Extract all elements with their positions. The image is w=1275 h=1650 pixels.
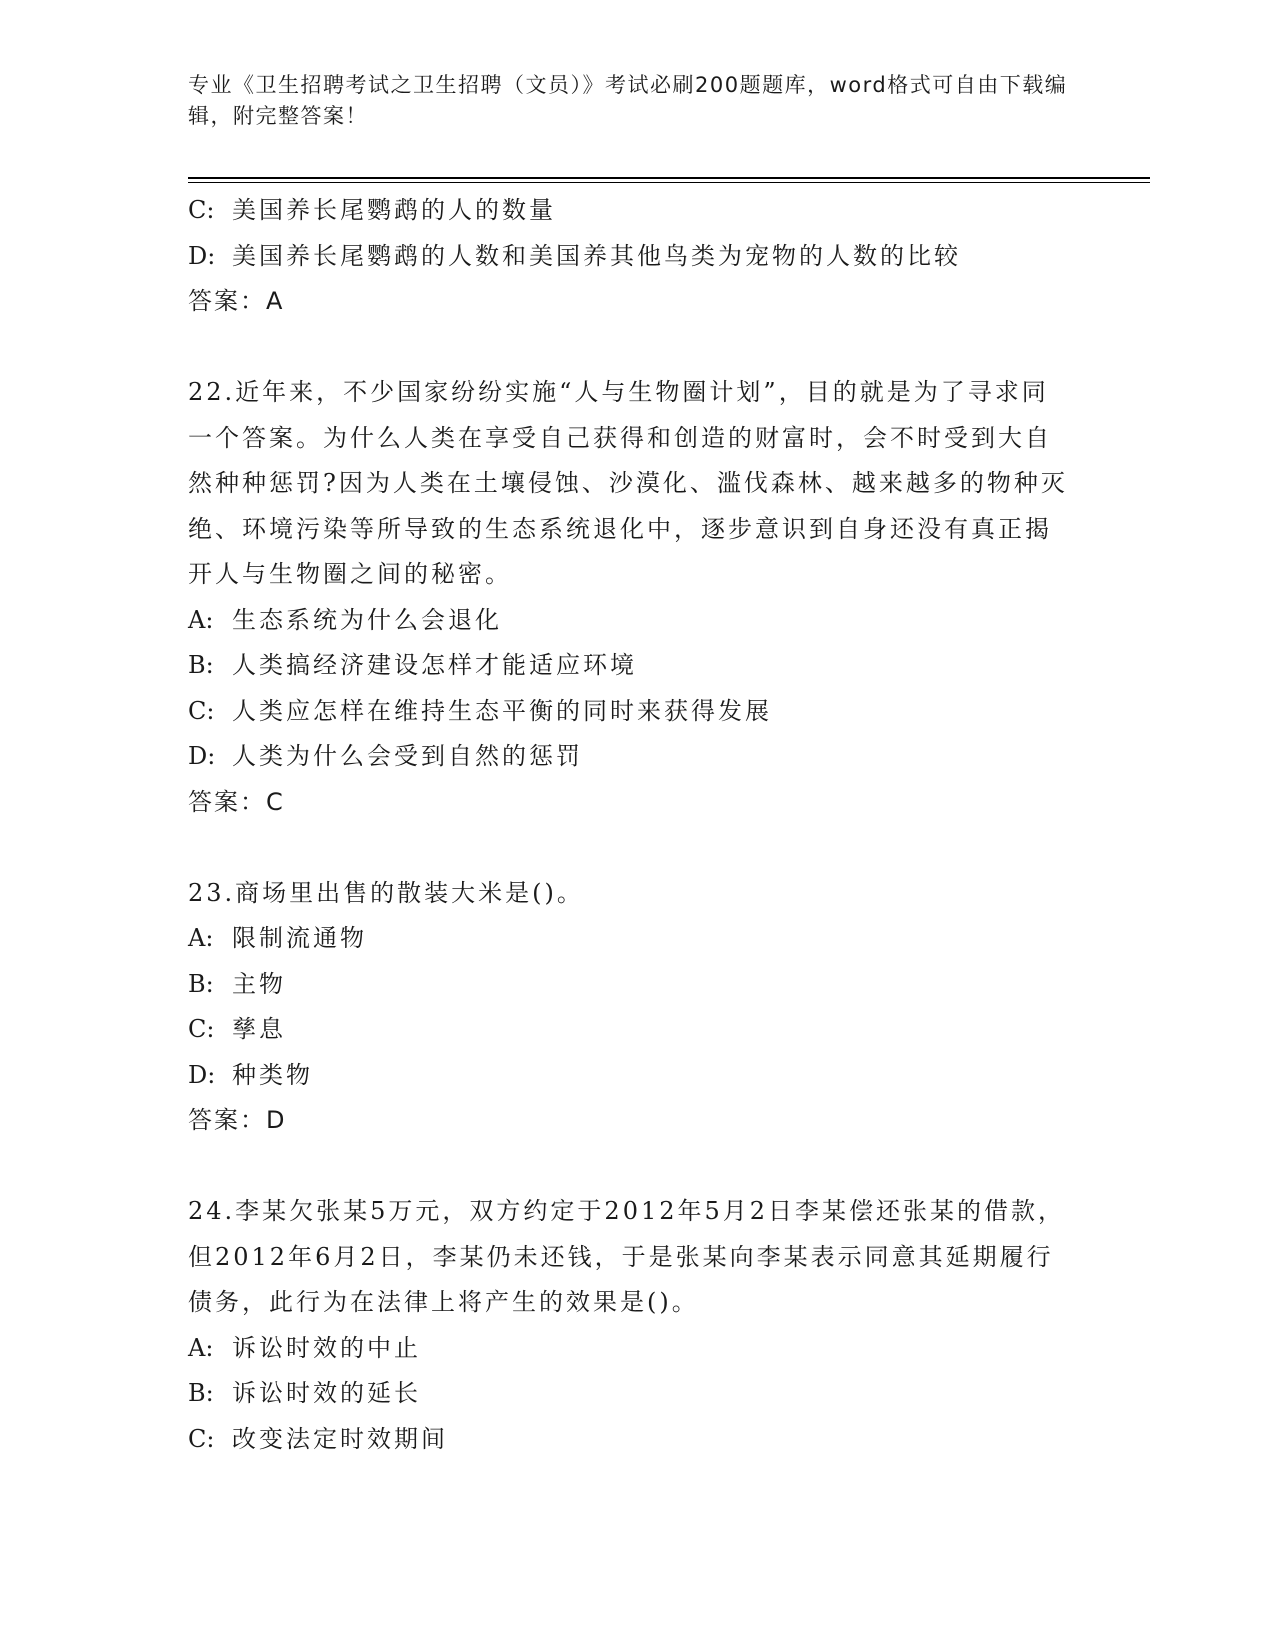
answer-line: 答案：C [188,787,285,816]
answer-line: 答案：A [188,287,285,315]
option-line [188,689,1068,735]
option-line [188,234,1068,280]
option-label: B: [188,651,214,679]
option-line [188,1053,1068,1099]
option-text: 生态系统为什么会退化 [232,605,502,634]
option-line [188,1326,1068,1372]
header-rule-thin [188,182,1150,183]
option-text: 诉讼时效的中止 [232,1333,421,1362]
option-label: A: [188,924,214,952]
option-text: 改变法定时效期间 [232,1424,448,1453]
option-text: 美国养长尾鹦鹉的人的数量 [232,196,556,224]
option-text: 美国养长尾鹦鹉的人数和美国养其他鸟类为宠物的人数的比较 [232,241,961,270]
question-text: 24.李某欠张某5万元，双方约定于2012年5月2日李某偿还张某的借款，但2012年6月2日，李某仍未还钱，于是张某向李某表示同意其延期履行债务，此行为在法律上将产生的效果是()。 [188,1197,1066,1316]
option-line [188,962,1068,1008]
option-label: D: [188,1060,216,1089]
option-line [188,1371,1068,1417]
option-label: A: [188,605,214,634]
option-label: C: [188,1424,215,1453]
option-line [188,643,1068,689]
option-text: 诉讼时效的延长 [232,1379,421,1407]
option-line [188,188,1068,234]
option-line [188,598,1068,644]
header-rule-thick [188,177,1150,179]
option-line [188,916,1068,962]
option-text: 人类为什么会受到自然的惩罚 [232,742,583,770]
option-text: 主物 [232,969,286,998]
option-text: 种类物 [232,1060,313,1089]
option-line [188,734,1068,780]
option-label: A: [188,1333,214,1362]
option-label: B: [188,969,214,998]
option-text: 人类应怎样在维持生态平衡的同时来获得发展 [232,696,772,725]
option-line [188,1417,1068,1463]
option-label: C: [188,1015,215,1043]
question-text: 22.近年来，不少国家纷纷实施“人与生物圈计划”，目的就是为了寻求同一个答案。为什么人类在享受自己获得和创造的财富时，会不时受到大自然种种惩罚?因为人类在土壤侵蚀、沙漠化、滥伐森林、越来越多的物种灭绝、环境污染等所导致的生态系统退化中，逐步意识到自身还没有真正揭开人与生物圈之间的秘密。 [188,378,1068,588]
document-body [188,188,1068,1462]
question-text: 23.商场里出售的散装大米是()。 [188,878,584,907]
option-text: 孳息 [232,1015,286,1043]
option-label: C: [188,696,215,725]
option-text: 限制流通物 [232,924,367,952]
document-header: 专业《卫生招聘考试之卫生招聘（文员）》考试必刷200题题库，word格式可自由下载编辑，附完整答案！ [188,73,1068,128]
option-label: D: [188,241,216,270]
option-label: C: [188,196,215,224]
option-label: B: [188,1379,214,1407]
answer-line: 答案：D [188,1106,287,1134]
option-label: D: [188,742,216,770]
option-text: 人类搞经济建设怎样才能适应环境 [232,651,637,679]
option-line [188,1007,1068,1053]
